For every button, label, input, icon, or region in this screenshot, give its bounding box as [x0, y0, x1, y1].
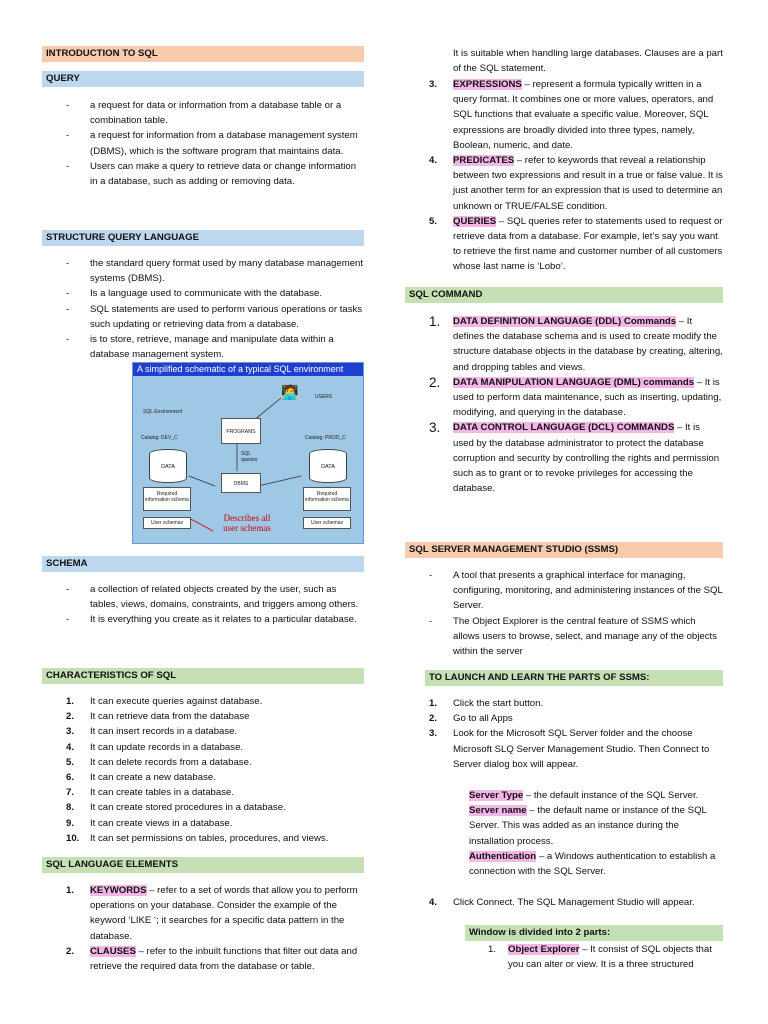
list-item: 2. Go to all Apps — [429, 713, 513, 725]
intro-header: INTRODUCTION TO SQL — [42, 46, 364, 62]
diagram-title: A simplified schematic of a typical SQL environment — [133, 363, 363, 376]
req-schema-dev: Required information schema — [143, 487, 191, 511]
list-item: 4. PREDICATES – refer to keywords that reveal a relationship between two expressions and result in a true or false value. It is just another term for an expression that is used to determine an unknown or TRUE/FALSE condition. — [429, 155, 723, 212]
schema-header: SCHEMA — [42, 556, 364, 572]
list-item: 7. It can create tables in a database. — [66, 787, 234, 799]
users-label: USERS — [315, 394, 333, 400]
server-type-term: Server Type — [469, 790, 524, 801]
catalog-prod-label: Catalog: PROD_C — [305, 435, 346, 441]
dbms-box: DBMS — [221, 473, 261, 493]
query-header: QUERY — [42, 71, 364, 87]
predicates-term: PREDICATES — [453, 155, 515, 167]
list-item: 3. Look for the Microsoft SQL Server folder and the choose Microsoft SLQ Server Management Studio. Then Connect to Server dialog box will appear. — [429, 728, 710, 770]
ddl-term: DATA DEFINITION LANGUAGE (DDL) Commands — [453, 316, 677, 327]
elements-list-continued — [405, 77, 723, 275]
list-item: 3. EXPRESSIONS – represent a formula typically written in a query format. It combines one or more values, operators, and SQL functions that evaluate a specific value. Moreover, SQL expressions are broadly divided into three types, namely, Boolean, numeric, and date. — [429, 79, 714, 151]
window-item: 1. Object Explorer – It consist of SQL objects that you can alter or view. It is a three structured — [488, 944, 712, 971]
list-item: - the standard query format used by many database management systems (DBMS). — [42, 256, 364, 286]
cmd-list — [405, 314, 723, 496]
req-schema-prod: Required information schema — [303, 487, 351, 511]
list-item: - Users can make a query to retrieve data or change information in a database, such as adding or removing data. — [42, 159, 364, 189]
data-cylinder-dev: DATA — [149, 449, 187, 483]
describes-label: Describes all user schemas — [223, 513, 271, 533]
list-item: - a collection of related objects created by the user, such as tables, views, domains, constraints, and triggers among others. — [42, 582, 364, 612]
queries-term: QUERIES — [453, 215, 497, 227]
list-item: - a request for data or information from a database table or a combination table. — [42, 98, 364, 128]
user-schemas-dev: User schemas — [143, 517, 191, 529]
data-cylinder-prod: DATA — [309, 449, 347, 483]
programs-box: PROGRAMS — [221, 418, 261, 444]
authentication-term: Authentication — [469, 850, 537, 862]
user-schemas-prod: User schemas — [303, 517, 351, 529]
list-item: 3. It can insert records in a database. — [66, 726, 238, 738]
list-item: 1. Click the start button. — [429, 698, 544, 709]
sql-environment-diagram — [132, 362, 364, 544]
list-item: 9. It can create views in a database. — [66, 817, 233, 829]
sql-env-label: SQL Environment — [143, 409, 183, 415]
list-item: 2. It can retrieve data from the database — [66, 711, 250, 723]
catalog-dev-label: Catalog: DEV_C — [141, 435, 178, 441]
ssms-list — [405, 568, 723, 659]
list-item: 8. It can create stored procedures in a database. — [66, 802, 286, 814]
list-item: 4. It can update records in a database. — [66, 741, 244, 753]
char-header: CHARACTERISTICS OF SQL — [42, 668, 364, 684]
expressions-term: EXPRESSIONS — [453, 79, 522, 90]
list-item: - is to store, retrieve, manage and manipulate data within a database management system. — [42, 332, 364, 362]
list-item: 1. It can execute queries against database. — [66, 696, 263, 707]
step4-list — [405, 895, 723, 910]
list-item: 2. CLAUSES – refer to the inbuilt functions that filter out data and retrieve the required data from the database or table. — [66, 945, 358, 973]
list-item: - SQL statements are used to perform various operations or tasks such updating or retrieving data from a database. — [42, 302, 364, 332]
list-item: - The Object Explorer is the central feature of SSMS which allows users to browse, select, and manage any of the objects within the server — [405, 614, 723, 660]
list-item: 3. DATA CONTROL LANGUAGE (DCL) COMMANDS – It is used by the database administrator to protect the database corruption and security by controlling the rights and permission such as to grant or to revoke privileges for accessing the database. — [429, 420, 720, 495]
window-header: Window is divided into 2 parts: — [465, 925, 723, 941]
list-item: 1. KEYWORDS – refer to a set of words that allow you to perform operations on your database. Consider the example of the keyword ‘LIKE ‘; it searches for a specific data pattern in the database. — [66, 885, 358, 942]
sql-list — [42, 256, 364, 362]
list-item: - A tool that presents a graphical interface for managing, configuring, monitoring, and administering instances of the SQL Server. — [405, 568, 723, 614]
dcl-term: DATA CONTROL LANGUAGE (DCL) COMMANDS — [453, 422, 675, 434]
list-item: - It is everything you create as it relates to a particular database. — [42, 612, 364, 627]
list-item: 10. It can set permissions on tables, procedures, and views. — [66, 832, 329, 844]
list-item: 4. Click Connect. The SQL Management Studio will appear. — [429, 897, 695, 908]
list-item: - Is a language used to communicate with the database. — [42, 286, 364, 301]
char-list — [42, 694, 364, 846]
clauses-continued: It is suitable when handling large databases. Clauses are a part of the SQL statement. — [453, 48, 723, 75]
list-item: 5. QUERIES – SQL queries refer to statements used to request or retrieve data from a database. For example, let’s say you want to retrieve the first name and customer number of all customers whose last name is ‘Lobo’. — [429, 215, 723, 273]
list-item: 6. It can create a new database. — [66, 772, 216, 784]
keywords-term: KEYWORDS — [90, 885, 147, 896]
sql-queries-label: SQL queries — [241, 451, 258, 463]
elements-header: SQL LANGUAGE ELEMENTS — [42, 857, 364, 873]
launch-list — [405, 696, 723, 772]
sql-header: STRUCTURE QUERY LANGUAGE — [42, 230, 364, 246]
connect-dialog-fields: Server Type – the default instance of the SQL Server. Server name – the default name or instance of the SQL Server. This was added as an instance during the installation process. Authentication – a Windows authentication to establish a connection with the SQL Server. — [469, 790, 716, 878]
launch-header: TO LAUNCH AND LEARN THE PARTS OF SSMS: — [425, 670, 723, 686]
list-item: 1. DATA DEFINITION LANGUAGE (DDL) Commands – It defines the database schema and is used to create modify the structure database objects in the database by creating, altering, and dropping tables and views. — [429, 314, 723, 373]
list-item: 5. It can delete records from a database. — [66, 756, 252, 768]
ssms-header: SQL SERVER MANAGEMENT STUDIO (SSMS) — [405, 542, 723, 558]
query-list — [42, 98, 364, 189]
dml-term: DATA MANIPULATION LANGUAGE (DML) commands — [453, 376, 695, 388]
clauses-term: CLAUSES — [90, 945, 136, 957]
object-explorer-term: Object Explorer — [508, 944, 580, 955]
schema-list — [42, 582, 364, 628]
elements-list — [42, 883, 364, 974]
server-name-term: Server name — [469, 805, 527, 817]
list-item: 2. DATA MANIPULATION LANGUAGE (DML) commands – It is used to perform data maintenance, such as inserting, updating, modifying, and querying in the database. — [429, 374, 722, 419]
users-icon: 🧑‍💻 — [281, 384, 299, 400]
cmd-header: SQL COMMAND — [405, 287, 723, 303]
list-item: - a request for information from a database management system (DBMS), which is the software program that maintains data. — [42, 128, 364, 158]
